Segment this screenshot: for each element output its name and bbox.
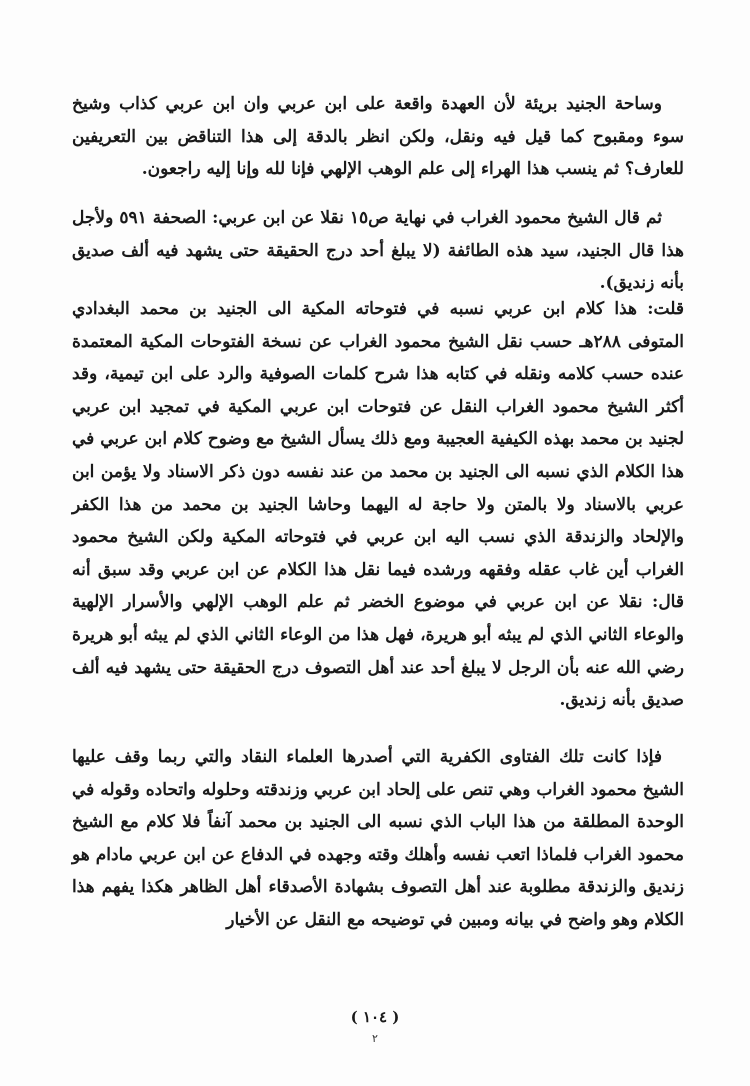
paragraph-text: قلت: هذا كلام ابن عربي نسبه في فتوحاته المكية الى الجنيد بن محمد البغدادي المتوفى ٢٨٨هـ حسب نقل الشيخ محمود الغراب عن نسخة الفتوحات المكية المعتمدة عنده حسب كلامه ونقله في كتابه هذا شرح كلمات الصوفية والرد على ابن تيمية، وقد أكثر الشيخ محمود الغراب النقل عن فتوحات ابن عربي المكية في تمجيد ابن عربي لجنيد بن محمد بهذه الكيفية العجيبة ومع ذلك يسأل الشيخ مع وضوح كلام ابن عربي في هذا الكلام الذي نسبه الى الجنيد بن محمد من عند نفسه دون ذكر الاسناد ولا يؤمن ابن عربي بالاسناد ولا بالمتن ولا حاجة له اليهما وحاشا الجنيد بن محمد من هذا الكفر والإلحاد والزندقة الذي نسب اليه ابن عربي في فتوحاته المكية ولكن الشيخ محمود الغراب أين غاب عقله وفقهه ورشده فيما نقل هذا الكلام عن ابن عربي وقد سبق أنه قال: نقلا عن ابن عربي في موضوع الخضر ثم علم الوهب الإلهي والأسرار الإلهية والوعاء الثاني الذي لم يبثه أبو هريرة، فهل هذا من الوعاء الثاني الذي لم يبثه أبو هريرة رضي الله عنه بأن الرجل لا يبلغ أحد عند أهل التصوف درج الحقيقة حتى يشهد فيه ألف صديق بأنه زنديق. [72,299,685,711]
paragraph-3 [72,293,684,717]
paragraph-4 [72,741,684,937]
page-number: ( ١٠٤ ) [350,1008,400,1026]
paragraph-text: فإذا كانت تلك الفتاوى الكفرية التي أصدرها العلماء النقاد والتي ربما وقف عليها الشيخ محمود الغراب وهي تنص على إلحاد ابن عربي وزندقته وحلوله واتحاده وقوله في الوحدة المطلقة من هذا الباب الذي نسبه الى الجنيد بن محمد آنفاً فلا كلام مع الشيخ محمود الغراب فلماذا اتعب نفسه وأهلك وقته وجهده في الدفاع عن ابن عربي مادام هو زنديق والزندقة مطلوبة عند أهل التصوف بشهادة الأصدقاء أهل الظاهر هكذا يفهم هذا الكلام وهو واضح في بيانه ومبين في توضيحه مع النقل عن الأخيار [72,747,684,930]
paragraph-text: ثم قال الشيخ محمود الغراب في نهاية ص١٥ نقلا عن ابن عربي: الصحفة ٥٩١ ولأجل هذا قال الجنيد، سيد هذه الطائفة (لا يبلغ أحد درج الحقيقة حتى يشهد فيه ألف صديق بأنه زنديق). [72,208,684,294]
signature-mark: ٢ [372,1032,378,1045]
paragraph-1 [72,88,684,186]
paragraph-text: وساحة الجنيد بريئة لأن العهدة واقعة على ابن عربي وان ابن عربي كذاب وشيخ سوء ومقبوح كما قيل فيه ونقل، ولكن انظر بالدقة إلى هذا التناقض بين التعريفين للعارف؟ ثم ينسب هذا الهراء إلى علم الوهب الإلهي فإنا لله وإنا إليه راجعون. [72,94,684,180]
paragraph-2 [72,202,684,300]
